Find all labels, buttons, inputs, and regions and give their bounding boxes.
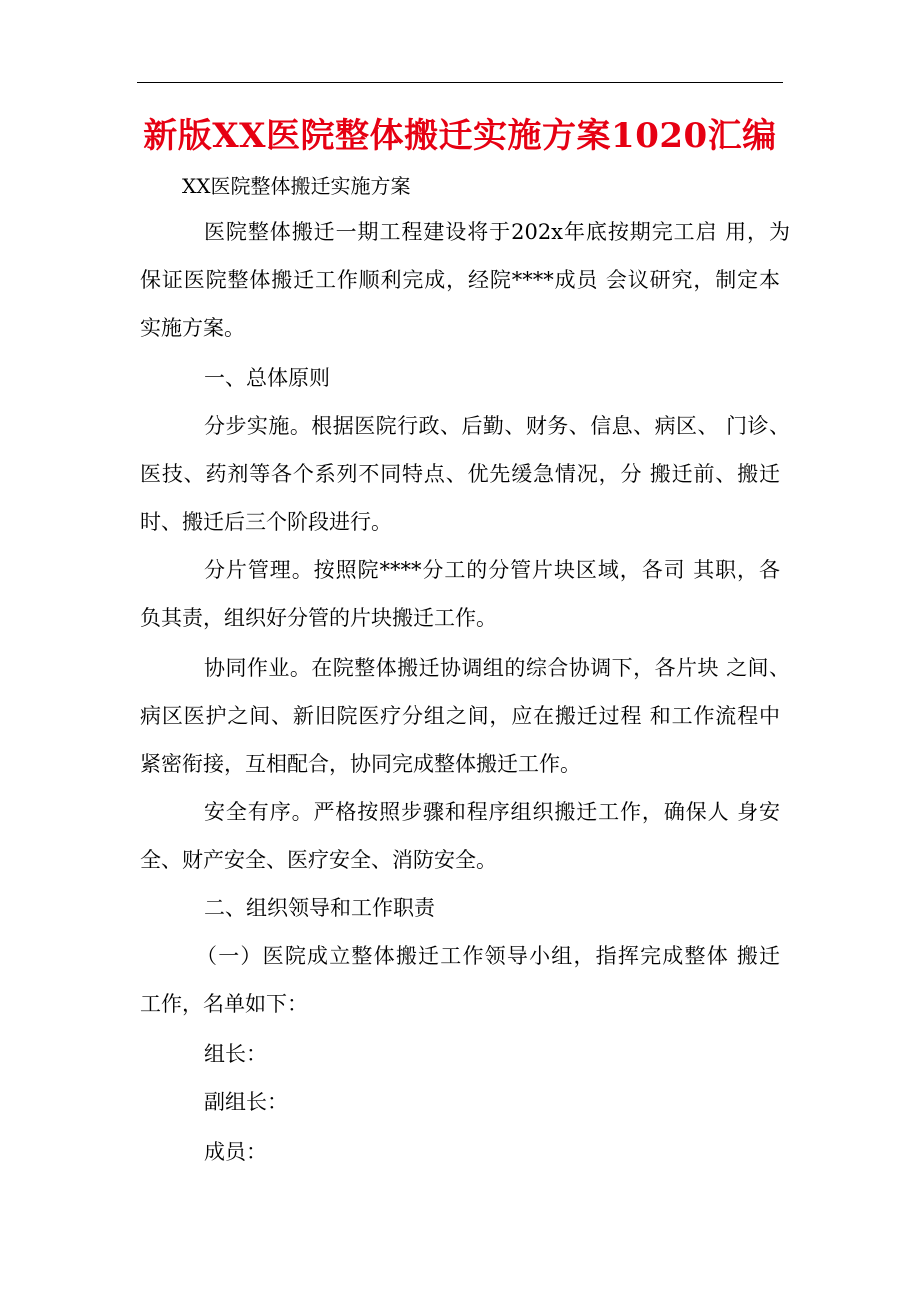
paragraph-line: 安全有序。严格按照步骤和程序组织搬迁工作，确保人 身安 [204,800,780,824]
list-item-members: 成员： [204,1140,267,1164]
paragraph-line: 分步实施。根据医院行政、后勤、财务、信息、病区、 门诊、 [204,414,790,438]
paragraph-line: 分片管理。按照院****分工的分管片块区域，各司 其职，各 [204,558,780,582]
paragraph-line: 医技、药剂等各个系列不同特点、优先缓急情况，分 搬迁前、搬迁 [140,462,780,486]
paragraph-line: 工作，名单如下： [140,992,308,1016]
document-subtitle: XX医院整体搬迁实施方案 [182,174,411,198]
section-heading: 一、总体原则 [204,366,330,390]
paragraph-line: 保证医院整体搬迁工作顺利完成，经院****成员 会议研究，制定本 [140,268,780,292]
paragraph-line: 全、财产安全、医疗安全、消防安全。 [140,848,497,872]
header-rule [137,82,783,83]
paragraph-line: 负其责，组织好分管的片块搬迁工作。 [140,606,497,630]
section-heading: 二、组织领导和工作职责 [204,896,435,920]
paragraph-line: 医院整体搬迁一期工程建设将于202x年底按期完工启 用，为 [204,220,790,244]
paragraph-line: 紧密衔接，互相配合，协同完成整体搬迁工作。 [140,752,581,776]
list-item-leader: 组长： [204,1042,267,1066]
paragraph-line: 时、搬迁后三个阶段进行。 [140,510,392,534]
paragraph-line: 协同作业。在院整体搬迁协调组的综合协调下，各片块 之间、 [204,656,790,680]
paragraph-line: 实施方案。 [140,316,245,340]
paragraph-line: （一）医院成立整体搬迁工作领导小组，指挥完成整体 搬迁 [196,944,780,968]
paragraph-line: 病区医护之间、新旧院医疗分组之间，应在搬迁过程 和工作流程中 [140,704,780,728]
list-item-deputy-leader: 副组长： [204,1090,288,1114]
document-title: 新版XX医院整体搬迁实施方案1020汇编 [143,116,777,156]
